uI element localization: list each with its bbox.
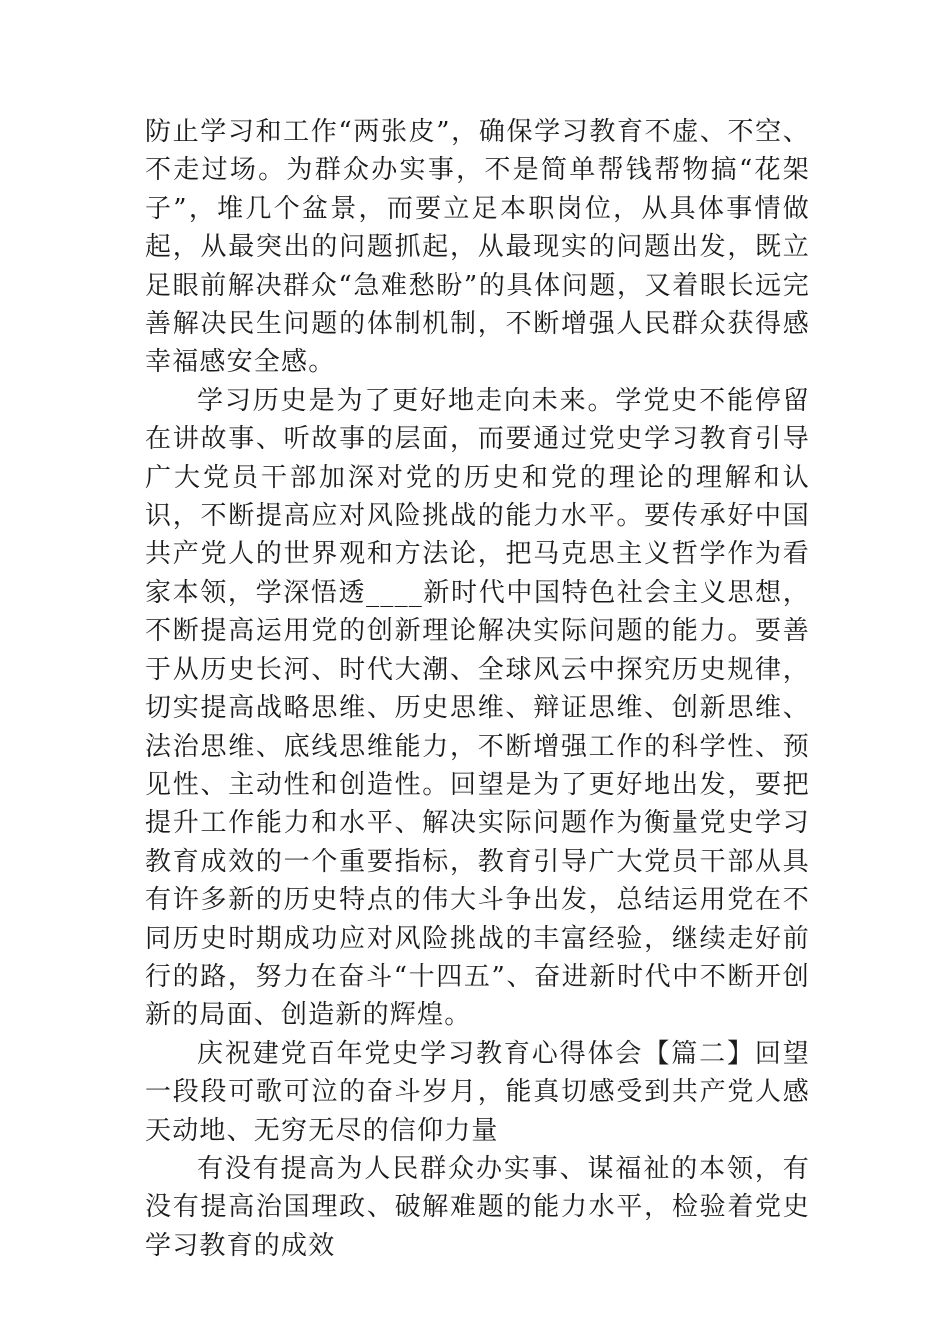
- paragraph-3: 庆祝建党百年党史学习教育心得体会【篇二】回望一段段可歌可泣的奋斗岁月，能真切感受到共产党人感天动地、无穷无尽的信仰力量: [145, 1038, 810, 1146]
- paragraph-1: 防止学习和工作“两张皮”，确保学习教育不虚、不空、不走过场。为群众办实事，不是简单帮钱帮物搞“花架子”，堆几个盆景，而要立足本职岗位，从具体事情做起，从最突出的问题抓起，从最现实的问题出发，既立足眼前解决群众“急难愁盼”的具体问题，又着眼长远完善解决民生问题的体制机制，不断增强人民群众获得感幸福感安全感。: [145, 117, 810, 378]
- document-body: [145, 113, 810, 1265]
- paragraph-4: 有没有提高为人民群众办实事、谋福祉的本领，有没有提高治国理政、破解难题的能力水平，检验着党史学习教育的成效: [145, 1153, 810, 1261]
- paragraph-2: 学习历史是为了更好地走向未来。学党史不能停留在讲故事、听故事的层面，而要通过党史学习教育引导广大党员干部加深对党的历史和党的理论的理解和认识，不断提高应对风险挑战的能力水平。要传承好中国共产党人的世界观和方法论，把马克思主义哲学作为看家本领，学深悟透____新时代中国特色社会主义思想，不断提高运用党的创新理论解决实际问题的能力。要善于从历史长河、时代大潮、全球风云中探究历史规律，切实提高战略思维、历史思维、辩证思维、创新思维、法治思维、底线思维能力，不断增强工作的科学性、预见性、主动性和创造性。回望是为了更好地出发，要把提升工作能力和水平、解决实际问题作为衡量党史学习教育成效的一个重要指标，教育引导广大党员干部从具有许多新的历史特点的伟大斗争出发，总结运用党在不同历史时期成功应对风险挑战的丰富经验，继续走好前行的路，努力在奋斗“十四五”、奋进新时代中不断开创新的局面、创造新的辉煌。: [145, 385, 810, 1031]
